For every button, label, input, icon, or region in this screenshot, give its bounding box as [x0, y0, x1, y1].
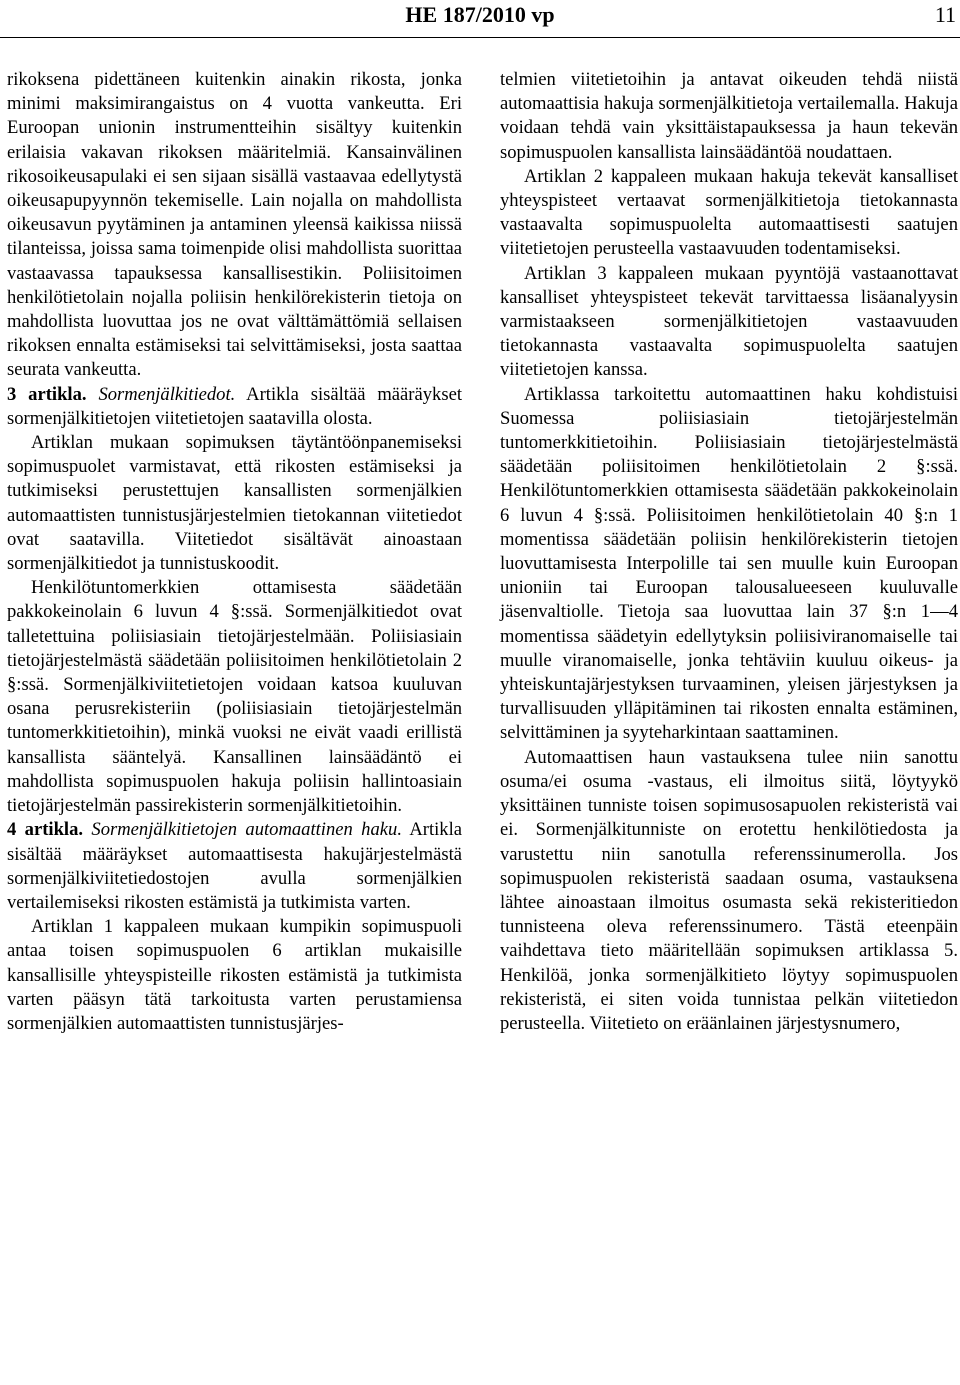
article-intro: Artikla sisältää määräykset automaattisesta hakujärjestelmästä sormenjälkiviitetiedostojen avulla sormenjälkien vertailemiseksi rikosten estämistä ja tutkimista varten. — [7, 819, 462, 913]
header-divider — [0, 37, 960, 38]
article-intro: Artikla sisältää määräykset sormenjälkitietojen viitetietojen saatavilla olosta. — [7, 383, 463, 429]
page-header — [0, 2, 960, 36]
document-id: HE 187/2010 vp — [405, 2, 555, 27]
paragraph: rikoksena pidettäneen kuitenkin ainakin rikosta, jonka minimi maksimirangaistus on 4 vuotta vankeutta. Eri Euroopan unionin instrumentteihin sisältyy kuitenkin erilaisia vakavan rikoksen määritelmiä. Kansainvälinen rikosoikeusapulaki ei sen sijaan sisällä vastaavaa edellytystä oikeusapupyynnön tekemiselle. Lain nojalla on mahdollista oikeusavun pyytäminen ja antaminen yleensä kaikissa niissä tilanteissa, joissa sama toimenpide olisi mahdollista suorittaa vastaavassa tapauksessa kansallisestikin. Poliisitoimen henkilötietolain nojalla poliisin henkilörekisterin tietoja on mahdollista luovuttaa jos ne ovat välttämättömiä sellaisen rikoksen ennalta estämiseksi tai selvittämiseksi, josta saattaa seurata vankeutta. — [7, 69, 462, 381]
article-number: 4 artikla. — [7, 819, 84, 841]
left-column — [7, 68, 462, 1036]
paragraph: Artiklan mukaan sopimuksen täytäntöönpanemiseksi sopimuspuolet varmistavat, että rikosten estämiseksi ja tutkimiseksi perustettujen kansallisten sormenjälkien automaattisten tunnistusjärjestelmien tietokannan viitetiedot ovat saatavilla. Viitetiedot sisältävät ainoastaan sormenjälkitiedot ja tunnistuskoodit. — [7, 432, 462, 575]
right-column — [500, 68, 958, 1036]
article-title: Sormenjälkitiedot. — [98, 383, 236, 405]
paragraph: Artiklan 3 kappaleen mukaan pyyntöjä vastaanottavat kansalliset yhteyspisteet tekevät tarvittaessa lisäanalyysin varmistaakseen sormenjälkitietojen vastaavuuden tietokannasta vastaavalta sopimuspuolelta saatujen viitetietojen kanssa. — [500, 262, 958, 381]
article-4-heading — [7, 818, 462, 915]
article-number: 3 artikla. — [7, 383, 87, 405]
article-3-heading — [7, 383, 462, 431]
paragraph: Henkilötuntomerkkien ottamisesta säädetään pakkokeinolain 6 luvun 4 §:ssä. Sormenjälkitiedot ovat talletettuina poliisiasiain tietojärjestelmään. Poliisiasiain tietojärjestelmästä säädetään poliisitoimen henkilötietolain 2 §:ssä. Sormenjälkiviitetietojen voidaan katsoa kuuluvan osana perusrekisteriin (poliisiasiain tietojärjestelmän tuntomerkkitietoihin), minkä vuoksi ne eivät vaadi erillistä kansallista sääntelyä. Kansallinen lainsäädäntö ei mahdollista sopimuspuolen hakuja poliisin hallintoasiain tietojärjestelmän passirekisterin sormenjälkitietoihin. — [7, 577, 462, 817]
paragraph: telmien viitetietoihin ja antavat oikeuden tehdä niistä automaattisia hakuja sormenjälkitietoja vertailemalla. Hakuja voidaan tehdä vain yksittäistapauksessa ja haun tekevän sopimuspuolen kansallista lainsäädäntöä noudattaen. — [500, 69, 958, 163]
paragraph: Artiklassa tarkoitettu automaattinen haku kohdistuisi Suomessa poliisiasiain tietojärjestelmän tuntomerkkitietoihin. Poliisiasiain tietojärjestelmästä säädetään poliisitoimen henkilötietolain 2 §:ssä. Henkilötuntomerkkien ottamisesta säädetään pakkokeinolain 6 luvun 4 §:ssä. Poliisitoimen henkilötietolain 40 §:n 1 momentissa säädetään poliisin henkilörekisterin tietojen luovuttamisesta Interpolille tai sen muulle kuin Euroopan unioniin tai Euroopan talousalueeseen kuuluvalle jäsenvaltiolle. Tietoja saa luovuttaa lain 37 §:n 1—4 momentissa säädetyin edellytyksin poliisiviranomaiselle tai muulle viranomaiselle, jonka tehtäviin kuuluu oikeus- ja yhteiskuntajärjestyksen turvaaminen, yleisen järjestyksen ja turvallisuuden ylläpitäminen tai rikosten ennalta estäminen, selvittäminen ja syyteharkintaan saattaminen. — [500, 383, 958, 744]
paragraph: Artiklan 2 kappaleen mukaan hakuja tekevät kansalliset yhteyspisteet vertaavat sormenjälkitietoja tietokannasta vastaavalta sopimuspuolelta automaattisesti saatujen viitetietojen perusteella vastaavuuden todentamiseksi. — [500, 165, 958, 260]
paragraph: Automaattisen haun vastauksena tulee niin sanottu osuma/ei osuma -vastaus, eli ilmoitus siitä, löytyykö yksittäinen tunniste toisen sopimusosapuolen rekisteristä vai ei. Sormenjälkitunniste on erotettu henkilötiedosta ja varustettu niin sanotulla referenssinumerolla. Jos sopimuspuolen rekisteristä saadaan osuma, vastauksena lähtee ainoastaan ilmoitus osumasta sekä rekisteritiedon tunnisteena oleva referenssinumero. Tästä eteenpäin vaihdettava tieto määritellään sopimuksen artiklassa 5. Henkilöä, jonka sormenjälkitieto löytyy sopimuspuolen rekisteristä, ei siten voida tunnistaa pelkän viitetiedon perusteella. Viitetieto on eräänlainen järjestysnumero, — [500, 746, 958, 1034]
paragraph: Artiklan 1 kappaleen mukaan kumpikin sopimuspuoli antaa toisen sopimuspuolen 6 artiklan mukaisille kansallisille yhteyspisteille rikosten estämistä ja tutkimista varten pääsyn tätä tarkoitusta varten perustamiensa sormenjälkien automaattisten tunnistusjärjes- — [7, 916, 462, 1034]
article-title: Sormenjälkitietojen automaattinen haku. — [91, 819, 402, 841]
page-number: 11 — [934, 2, 956, 27]
